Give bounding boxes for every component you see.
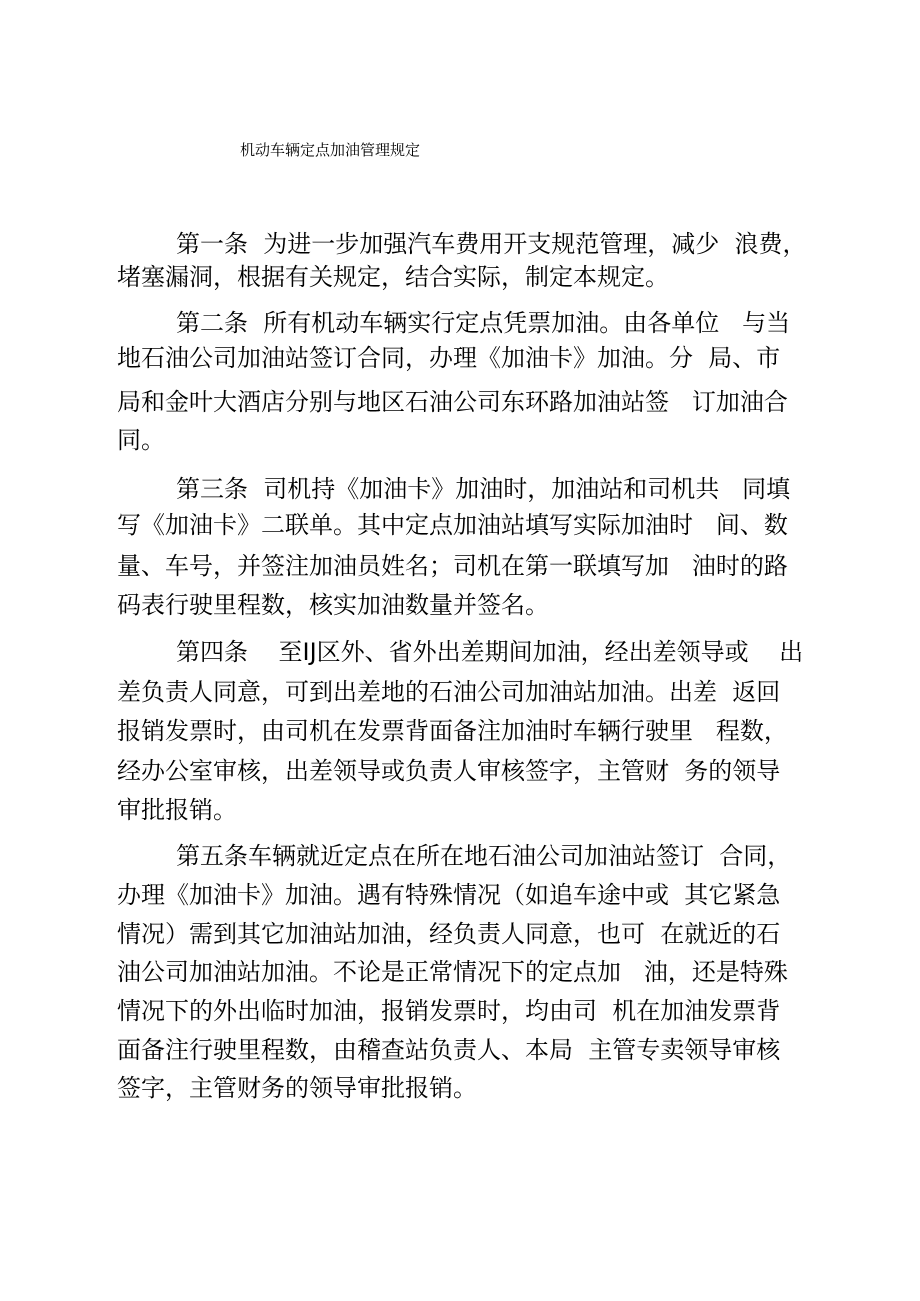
article-5-line-2: 办理《加油卡》加油。遇有特殊情况（如追车途中或 其它紧急 [117, 881, 781, 909]
article-5-line-1: 第五条车辆就近定点在所在地石油公司加油站签订 合同， [176, 842, 792, 870]
article-5-line-4: 油公司加油站加油。不论是正常情况下的定点加 油，还是特殊 [117, 958, 788, 986]
article-4-line-4: 经办公室审核，出差领导或负责人审核签字，主管财 务的领导 [117, 757, 781, 785]
article-4-line-2: 差负责人同意，可到出差地的石油公司加油站加油。出差 返回 [117, 678, 781, 706]
article-4-line-1: 第四条 至IJ区外、省外出差期间加油，经出差领导或 出 [176, 638, 804, 666]
article-5-line-6: 面备注行驶里程数，由稽查站负责人、本局 主管专卖领导审核 [117, 1036, 781, 1064]
article-2-line-4: 同。 [117, 426, 165, 454]
article-3-line-2: 写《加油卡》二联单。其中定点加油站填写实际加油时 间、数 [117, 511, 788, 539]
article-2-line-2: 地石油公司加油站签订合同，办理《加油卡》加油。分 局、市 [117, 344, 781, 372]
article-3-line-4: 码表行驶里程数，核实加油数量并签名。 [117, 591, 549, 619]
article-1-line-1: 第一条 为进一步加强汽车费用开支规范管理，减少 浪费， [176, 230, 807, 258]
article-5-line-7: 签字，主管财务的领导审批报销。 [117, 1074, 477, 1102]
article-4-line-3: 报销发票时，由司机在发票背面备注加油时车辆行驶里 程数， [117, 717, 788, 745]
document-title: 机动车辆定点加油管理规定 [240, 141, 421, 159]
article-5-line-5: 情况下的外出临时加油，报销发票时，均由司 机在加油发票背 [117, 997, 781, 1025]
article-1-line-2: 堵塞漏洞，根据有关规定，结合实际，制定本规定。 [117, 263, 669, 291]
article-4-line-5: 审批报销。 [117, 796, 237, 824]
article-3-line-3: 量、车号，并签注加油员姓名；司机在第一联填写加 油时的路 [117, 552, 788, 580]
article-2-line-1: 第二条 所有机动车辆实行定点凭票加油。由各单位 与当 [176, 309, 791, 337]
article-5-line-3: 情况）需到其它加油站加油，经负责人同意，也可 在就近的石 [117, 920, 781, 948]
article-2-line-3: 局和金叶大酒店分别与地区石油公司东环路加油站签 订加油合 [117, 388, 788, 416]
article-3-line-1: 第三条 司机持《加油卡》加油时，加油站和司机共 同填 [176, 475, 791, 503]
